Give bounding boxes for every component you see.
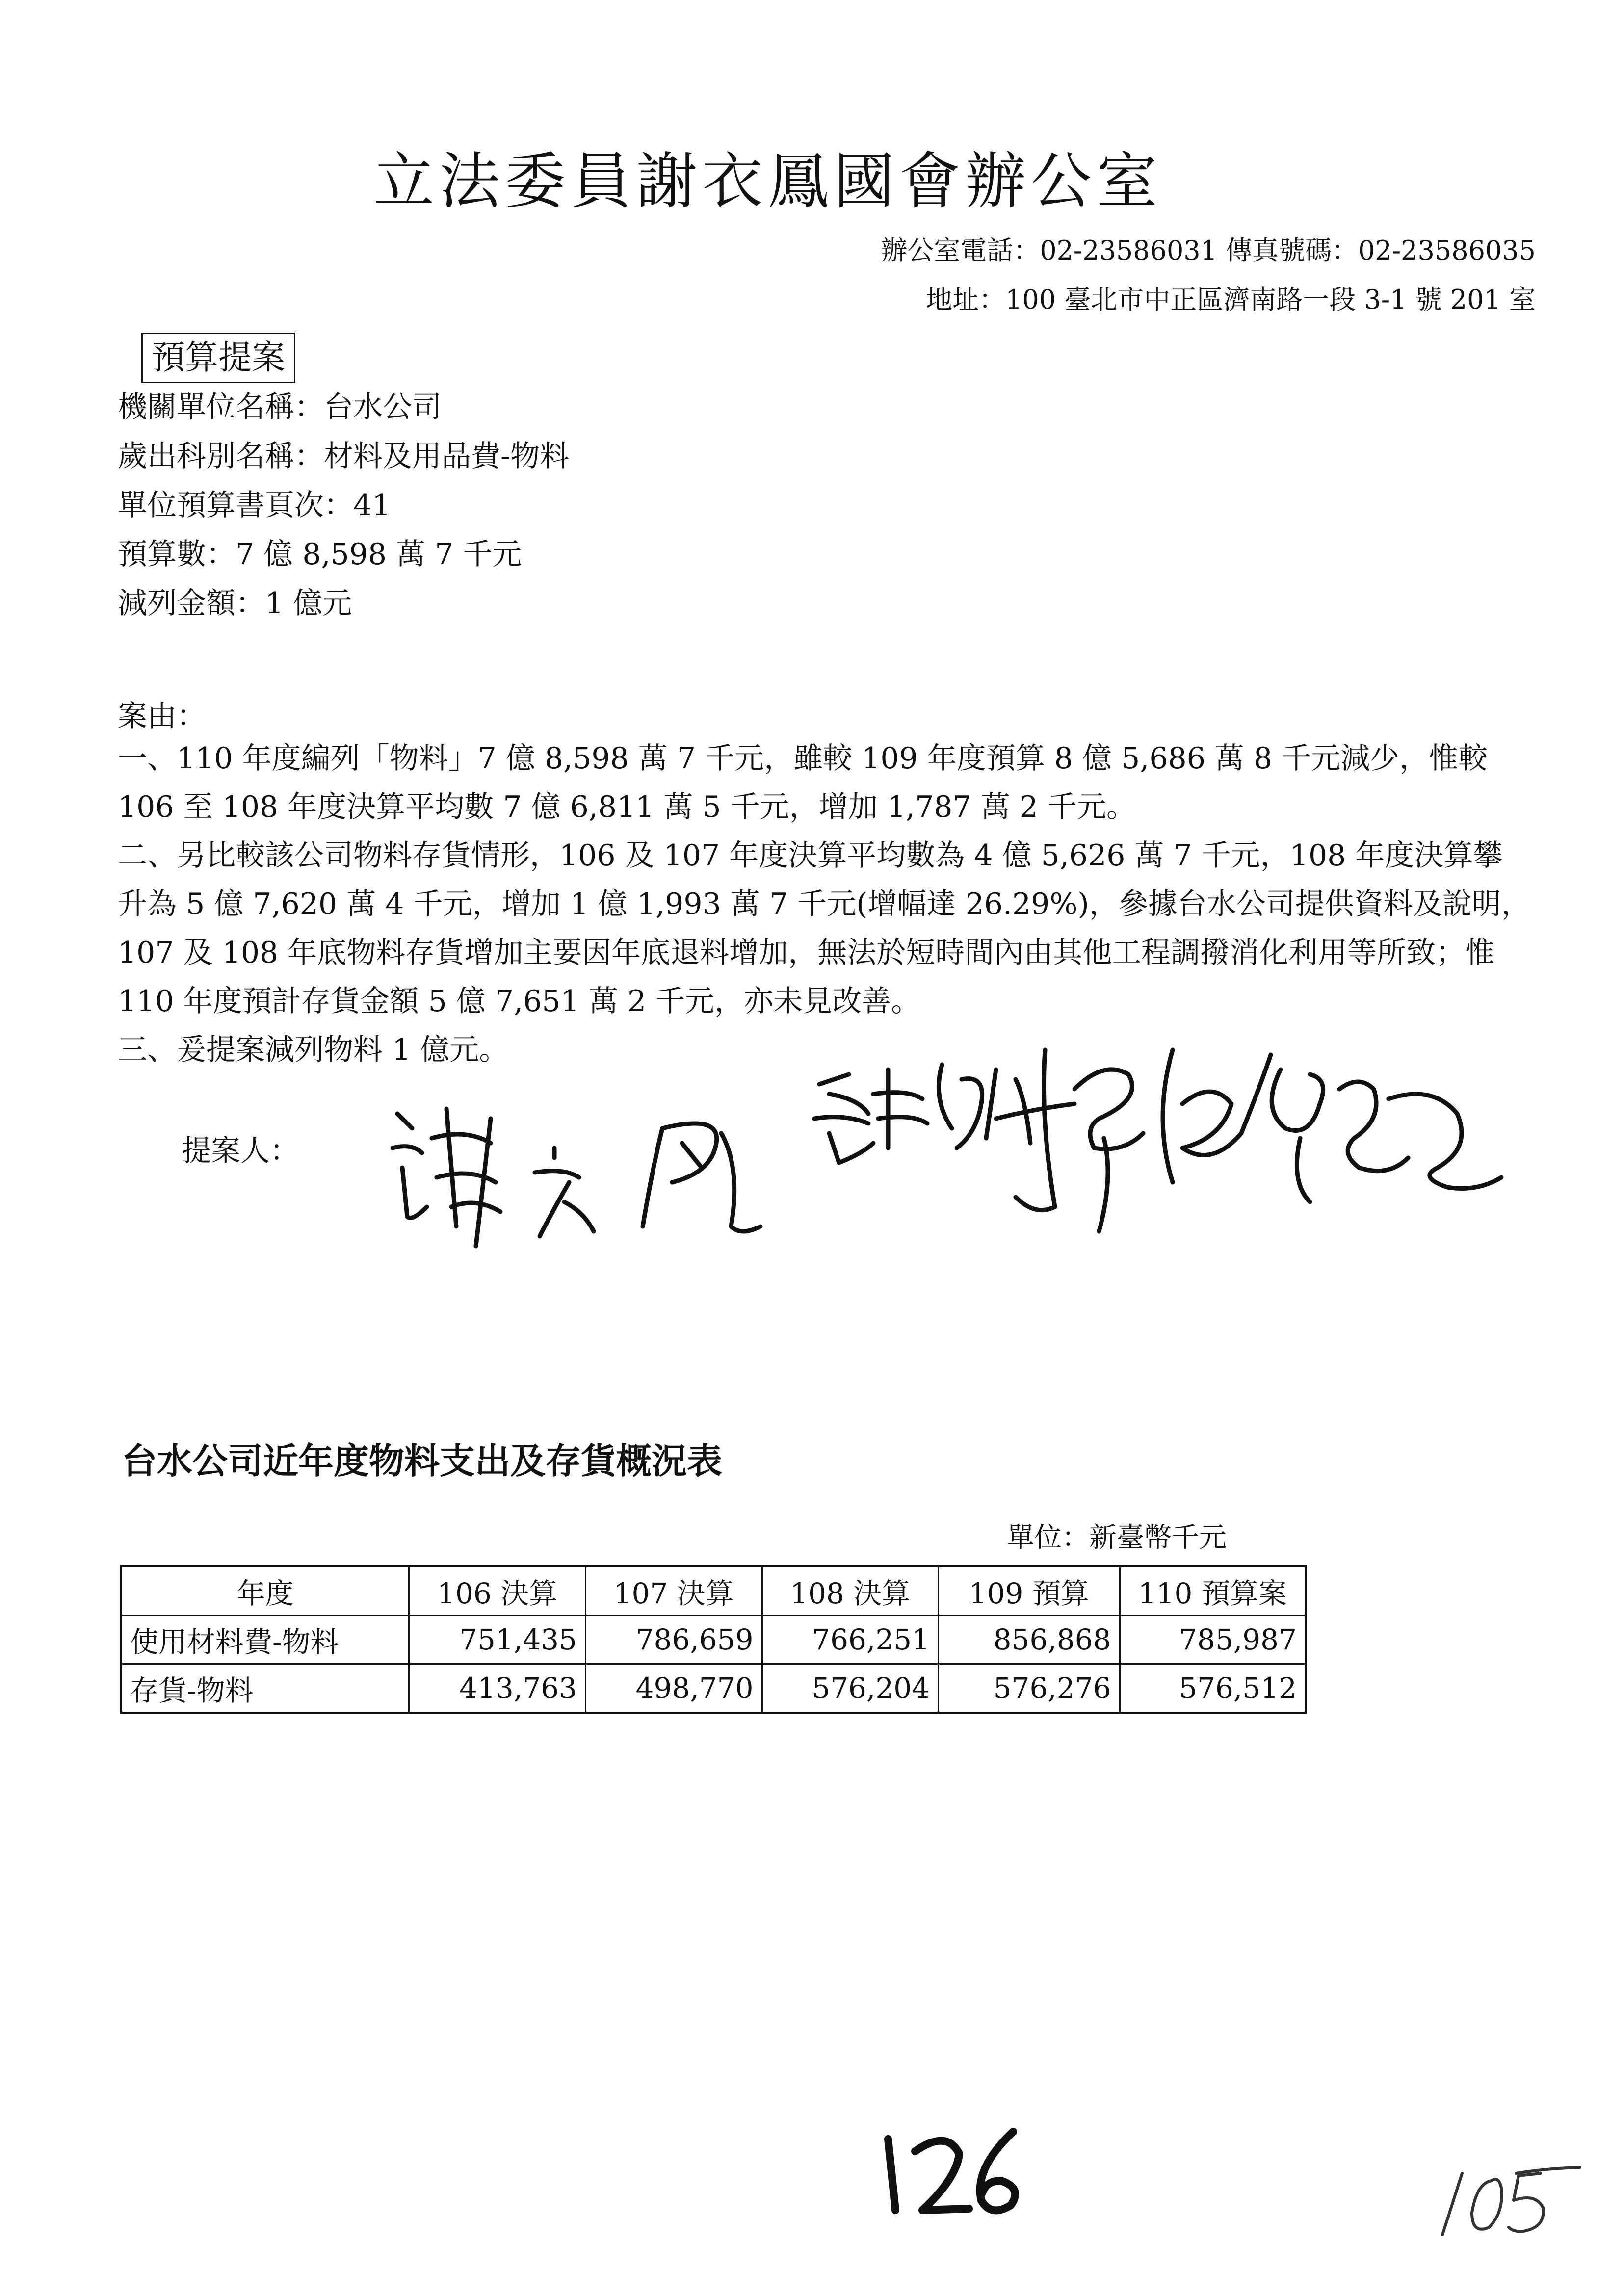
proposer-label: 提案人：: [182, 1134, 299, 1168]
table-cell: 576,276: [939, 1664, 1120, 1713]
reason-paragraph-1: 一、110 年度編列「物料」7 億 8,598 萬 7 千元，雖較 109 年度預算 8 億 5,686 萬 8 千元減少，惟較 106 至 108 年度決算平均數 7 億 6,811 萬 5 千元，增加 1,787 萬 2 千元。: [118, 741, 1488, 824]
table-cell: 576,512: [1120, 1664, 1306, 1713]
budget-amount: 預算數：7 億 8,598 萬 7 千元: [118, 537, 522, 572]
signature-3: [996, 1050, 1501, 1231]
table-cell: 856,868: [939, 1616, 1120, 1664]
office-title: 立法委員謝衣鳳國會辦公室: [373, 146, 1162, 217]
reason-paragraph-2: 二、另比較該公司物料存貨情形，106 及 107 年度決算平均數為 4 億 5,626 萬 7 千元，108 年度決算攀升為 5 億 7,620 萬 4 千元，增加 1 億 1,993 萬 7 千元(增幅達 26.29%)，參據台水公司提供資料及說明，107 及 108 年底物料存貨增加主要因年底退料增加，無法於短時間內由其他工程調撥消化利用等所致；惟 110 年度預計存貨金額 5 億 7,651 萬 2 千元，亦未見改善。: [118, 838, 1531, 1018]
proposal-type-tag: 預算提案: [141, 333, 295, 383]
table-cell: 785,987: [1120, 1616, 1306, 1664]
expenditure-item: 歲出科別名稱：材料及用品費-物料: [118, 439, 570, 473]
table-row-label: 使用材料費-物料: [121, 1616, 409, 1664]
table-header-cell: 107 決算: [585, 1566, 762, 1616]
table-header-cell: 108 決算: [762, 1566, 939, 1616]
contact-address: 地址：100 臺北市中正區濟南路一段 3-1 號 201 室: [926, 284, 1536, 315]
table-row: [121, 1664, 1306, 1713]
handwritten-page-mark: [868, 2124, 1030, 2222]
table-cell: 413,763: [409, 1664, 586, 1713]
budget-book-page: 單位預算書頁次：41: [118, 488, 391, 522]
proposer-signatures: [378, 1020, 1521, 1295]
table-unit-label: 單位：新臺幣千元: [1007, 1522, 1227, 1554]
signature-2: [814, 1065, 996, 1163]
table-cell: 751,435: [409, 1616, 586, 1664]
table-cell: 786,659: [585, 1616, 762, 1664]
table-header-cell: 年度: [121, 1566, 409, 1616]
reason-heading: 案由：: [118, 699, 206, 733]
reason-paragraph-3: 三、爰提案減列物料 1 億元。: [118, 1033, 509, 1067]
table-cell: 498,770: [585, 1664, 762, 1713]
page-number-mark: [1433, 2154, 1590, 2242]
table-header-cell: 106 決算: [409, 1566, 586, 1616]
table-row-label: 存貨-物料: [121, 1664, 409, 1713]
signature-1: [393, 1109, 760, 1246]
agency-name: 機關單位名稱：台水公司: [118, 390, 442, 424]
table-cell: 766,251: [762, 1616, 939, 1664]
table-header-cell: 109 預算: [939, 1566, 1120, 1616]
table-header-cell: 110 預算案: [1120, 1566, 1306, 1616]
table-title: 台水公司近年度物料支出及存貨概況表: [122, 1440, 723, 1482]
cut-amount: 減列金額：1 億元: [118, 586, 352, 621]
table-header-row: [121, 1566, 1306, 1616]
table-row: [121, 1616, 1306, 1664]
summary-table: [120, 1565, 1307, 1714]
table-cell: 576,204: [762, 1664, 939, 1713]
contact-phone-fax: 辦公室電話：02-23586031 傳真號碼：02-23586035: [881, 235, 1536, 266]
